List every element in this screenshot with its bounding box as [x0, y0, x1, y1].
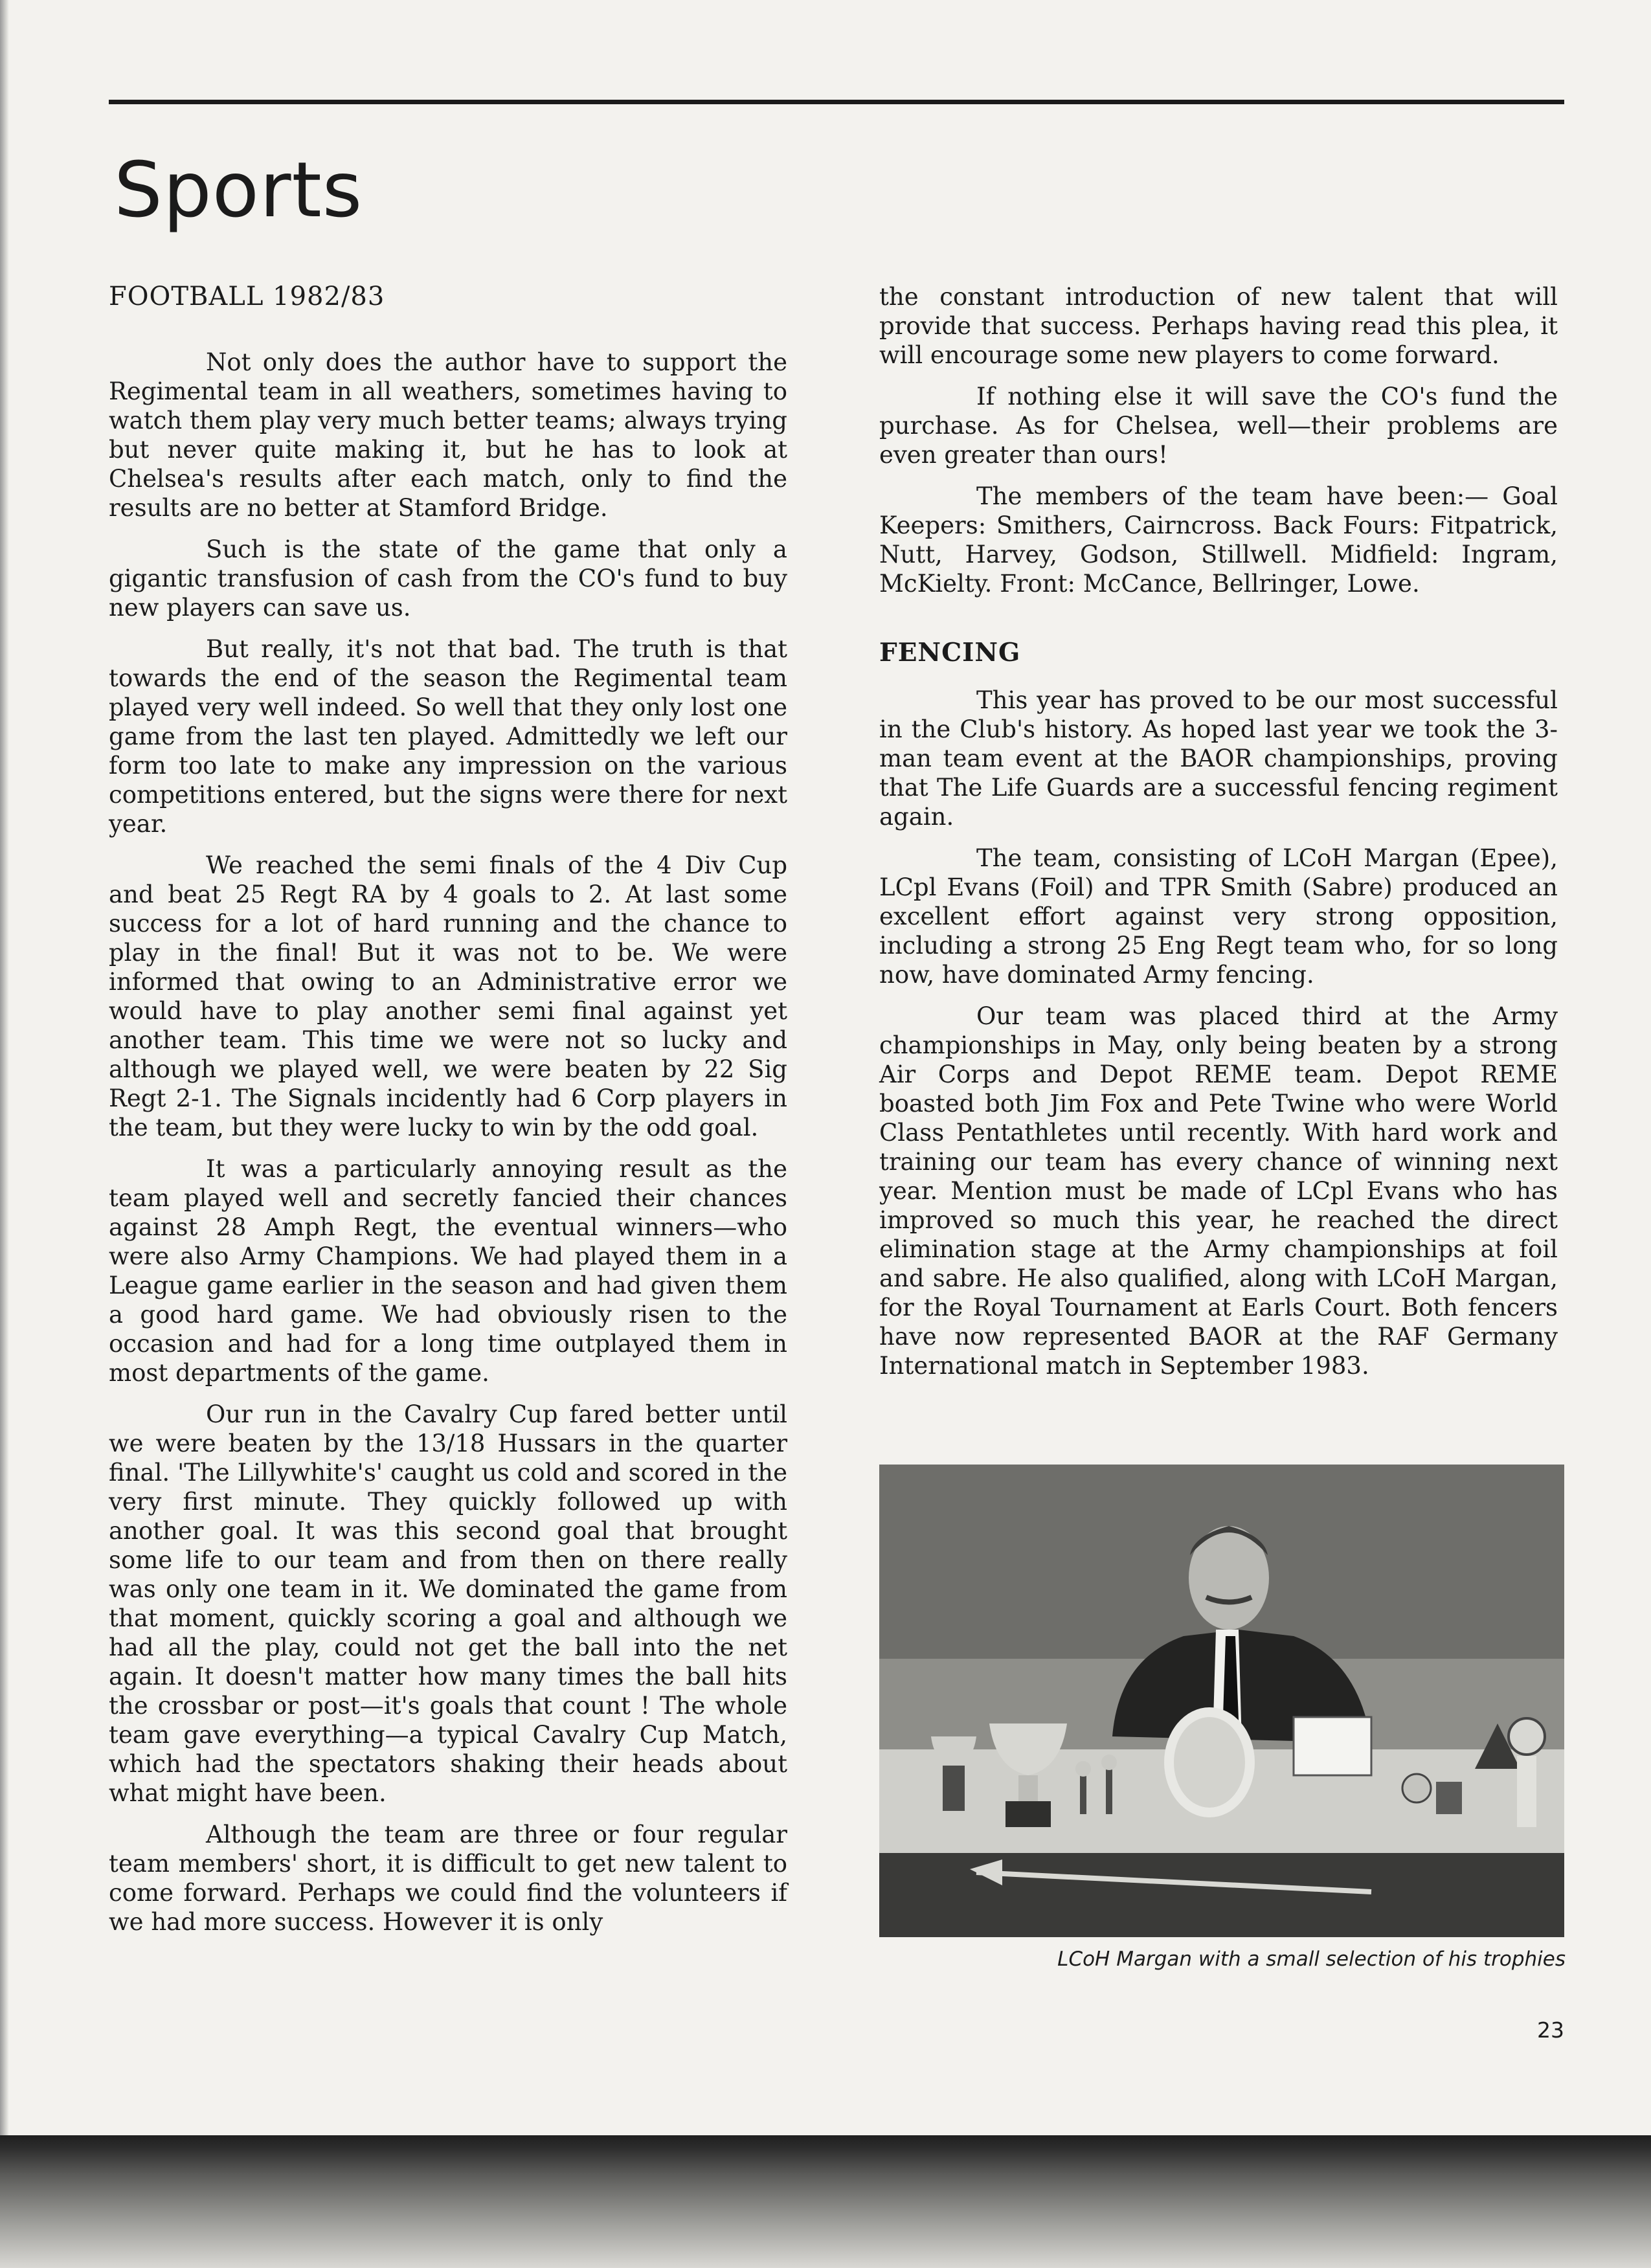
football-continuation: the constant introduction of new talent that will provide that success. Perhaps having read this plea, it will encourage some new players to come forward. [879, 283, 1558, 369]
top-rule [109, 100, 1564, 104]
right-column [879, 282, 1558, 1393]
left-column [109, 282, 787, 1949]
page-title: Sports [114, 145, 363, 234]
football-paragraph: We reached the semi finals of the 4 Div Cup and beat 25 Regt RA by 4 goals to 2. At last some success for a lot of hard running and the chance to play in the final! But it was not to be. We were informed that owing to an Administrative error we would have to play another semi final against yet another team. This time we were not so lucky and although we played well, we were beaten by 22 Sig Regt 2-1. The Signals incidently had 6 Corp players in the team, but they were lucky to win by the odd goal. [109, 851, 787, 1141]
football-paragraph: It was a particularly annoying result as the team played well and secretly fancied their chances against 28 Amph Regt, the eventual winners—who were also Army Champions. We had played them in a League game earlier in the season and had given them a good hard game. We had obviously risen to the occasion and had for a long time outplayed them in most departments of the game. [109, 1155, 787, 1387]
football-paragraph: Such is the state of the game that only a gigantic transfusion of cash from the CO's fund to buy new players can save us. [109, 535, 787, 622]
fencing-paragraph: This year has proved to be our most successful in the Club's history. As hoped last year we took the 3-man team event at the BAOR championships, proving that The Life Guards are a successful fencing regiment again. [879, 686, 1558, 831]
photo-caption: LCoH Margan with a small selection of his trophies [1057, 1948, 1566, 1971]
football-heading: FOOTBALL 1982/83 [109, 282, 385, 311]
fencing-heading: FENCING [879, 638, 1021, 668]
football-paragraph: Not only does the author have to support the Regimental team in all weathers, sometimes having to watch them play very much better teams; always trying but never quite making it, but he has to look at Chelsea's results after each match, only to find the results are no better at Stamford Bridge. [109, 348, 787, 522]
football-paragraph: If nothing else it will save the CO's fund the purchase. As for Chelsea, well—their problems are even greater than ours! [879, 383, 1558, 469]
football-paragraph: Although the team are three or four regular team members' short, it is difficult to get new talent to come forward. Perhaps we could find the volunteers if we had more success. However it is only [109, 1821, 787, 1936]
trophies-photo-illustration [879, 1465, 1564, 1937]
page-number: 23 [1537, 2017, 1564, 2043]
football-paragraph: Our run in the Cavalry Cup fared better until we were beaten by the 13/18 Hussars in the quarter final. 'The Lillywhite's' caught us cold and scored in the very first minute. They quickly followed up with another goal. It was this second goal that brought some life to our team and from then on there really was only one team in it. We dominated the game from that moment, quickly scoring a goal and although we had all the play, could not get the ball into the net again. It doesn't matter how many times the ball hits the crossbar or post—it's goals that count ! The whole team gave everything—a typical Cavalry Cup Match, which had the spectators shaking their heads about what might have been. [109, 1400, 787, 1807]
trophies-photo [879, 1465, 1564, 1937]
fencing-paragraph: The team, consisting of LCoH Margan (Epee), LCpl Evans (Foil) and TPR Smith (Sabre) produced an excellent effort against very strong opposition, including a strong 25 Eng Regt team who, for so long now, have dominated Army fencing. [879, 844, 1558, 989]
football-paragraph: But really, it's not that bad. The truth is that towards the end of the season the Regimental team played very well indeed. So well that they only lost one game from the last ten played. Admittedly we left our form too late to make any impression on the various competitions entered, but the signs were there for next year. [109, 635, 787, 838]
fencing-paragraph: Our team was placed third at the Army championships in May, only being beaten by a strong Air Corps and Depot REME team. Depot REME boasted both Jim Fox and Pete Twine who were World Class Pentathletes until recently. With hard work and training our team has every chance of winning next year. Mention must be made of LCpl Evans who has improved so much this year, he reached the direct elimination stage at the Army championships at foil and sabre. He also qualified, along with LCoH Margan, for the Royal Tournament at Earls Court. Both fencers have now represented BAOR at the RAF Germany International match in September 1983. [879, 1002, 1558, 1380]
bottom-scan-shadow [0, 2135, 1651, 2268]
football-paragraph: The members of the team have been:— Goal Keepers: Smithers, Cairncross. Back Fours: Fitpatrick, Nutt, Harvey, Godson, Stillwell. Midfield: Ingram, McKielty. Front: McCance, Bellringer, Lowe. [879, 482, 1558, 598]
page-spine-shadow [0, 0, 9, 2268]
